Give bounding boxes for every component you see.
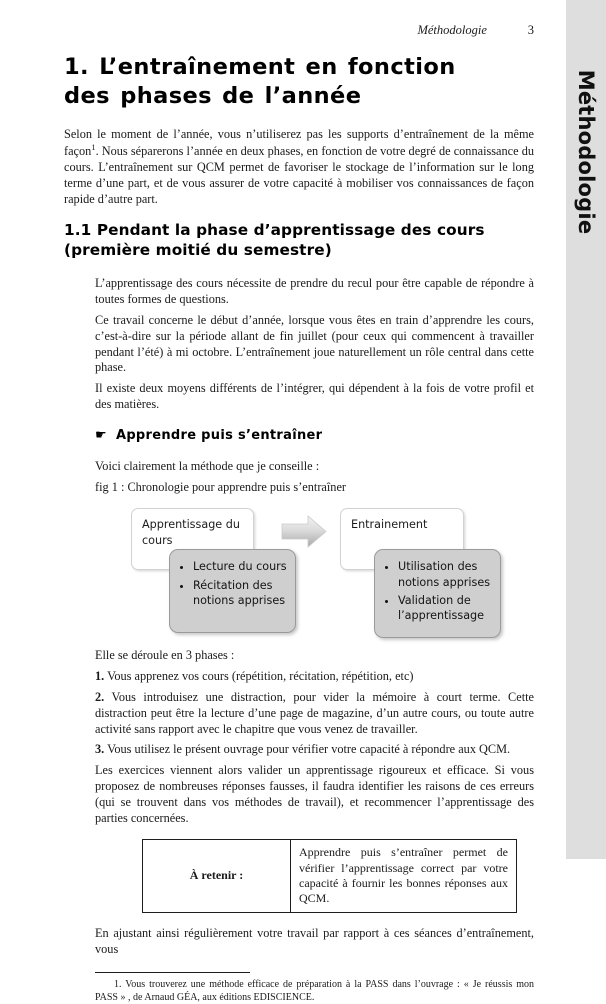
figure-left-box-title: Apprentissage du cours: [142, 518, 240, 547]
footnote-rule: [95, 972, 250, 973]
section-body: [95, 276, 534, 1004]
phase-step-1: [95, 669, 534, 685]
footnote-marker[interactable]: 1: [91, 142, 96, 153]
figure-caption: fig 1 : Chronologie pour apprendre puis s’entraîner: [95, 479, 346, 494]
callout-text: Apprendre puis s’entraîner permet de vérifier l’apprentissage correct par votre capacité à fournir les bonnes réponses aux QCM.: [291, 840, 517, 912]
figure-chronology-diagram: [131, 504, 531, 639]
section-paragraph-1: L’apprentissage des cours nécessite de prendre du recul pour être capable de répondre à toutes formes de questions.: [95, 276, 534, 307]
phases-lead: Elle se déroule en 3 phases :: [95, 648, 235, 663]
phase-step-2-text: Vous introduisez une distraction, pour vider la mémoire à court terme. Cette distraction peut être la lecture d’une page de magazine, d’un autre cours, ou toute autre activité sans rapport avec le chapitre que vous venez de travailler.: [95, 689, 534, 736]
subsection-heading-label: Apprendre puis s’entraîner: [115, 427, 323, 443]
callout-box: [142, 839, 517, 912]
table-row: [143, 840, 517, 912]
closing-paragraph: En ajustant ainsi régulièrement votre travail par rapport à ces séances d’entraînement, vous: [95, 925, 534, 956]
intro-text: Selon le moment de l’année, vous n’utiliserez pas les supports d’entraînement de la même façon: [64, 126, 534, 159]
list-item: • Lecture du cours: [193, 559, 287, 574]
section-heading-line-1: 1.1 Pendant la phase d’apprentissage des cours: [64, 220, 485, 239]
side-thumb-tab: [566, 0, 606, 859]
list-item: • Validation de l’apprentissage: [398, 593, 492, 623]
footnote-number: 1.: [114, 979, 122, 991]
page-title: [64, 53, 534, 111]
figure-right-item-list: [379, 559, 492, 623]
section-heading: [64, 221, 534, 261]
right-arrow-icon: [281, 515, 327, 548]
phase-step-1-number: 1.: [95, 669, 105, 684]
page-number: 3: [527, 23, 534, 37]
figure-right-box-title: Entrainement: [351, 518, 428, 532]
chapter-title-line-2: des phases de l’année: [64, 82, 362, 109]
figure-right-inner-box: [374, 549, 501, 638]
figure-left-inner-box: [169, 549, 296, 633]
footnote-area: [95, 972, 534, 1004]
section-paragraph-3: Il existe deux moyens différents de l’intégrer, qui dépendent à la fois de votre profil et des matières.: [95, 381, 534, 411]
running-head-title: Méthodologie: [417, 23, 487, 37]
chapter-title-line-1: 1. L’entraînement en fonction: [64, 54, 456, 80]
phase-step-3-number: 3.: [95, 742, 105, 757]
figure-left-item-list: [174, 559, 287, 608]
list-item: • Récitation des notions apprises: [193, 578, 287, 608]
phases-closing-paragraph: Les exercices viennent alors valider un apprentissage rigoureux et efficace. Si vous proposez de nombreuses réponses fausses, il faudra identifier les raisons de ces erreurs (qui se trouvent dans vos méthodes de travail), et recommencer l’apprentissage des parties concernées.: [95, 763, 534, 825]
subsection-heading: [95, 428, 534, 443]
section-heading-line-2: (première moitié du semestre): [64, 240, 332, 259]
section-paragraph-2: Ce travail concerne le début d’année, lorsque vous êtes en train d’apprendre les cours, c’est-à-dire sur la période allant de fin juillet (pour ceux qui commencent à travailler pendant l’été) à mi octobre. L’entraînement joue naturellement un rôle central dans cette phase.: [95, 313, 534, 375]
intro-paragraph: [64, 127, 534, 208]
subsection-lead: Voici clairement la méthode que je conseille :: [95, 458, 320, 473]
page-content: [64, 53, 534, 1004]
list-item: • Utilisation des notions apprises: [398, 559, 492, 589]
side-tab-label: Méthodologie: [574, 69, 598, 235]
running-head: [0, 23, 534, 38]
phase-step-2-number: 2.: [95, 689, 105, 704]
phase-step-1-text: Vous apprenez vos cours (répétition, récitation, répétition, etc): [107, 669, 414, 684]
phase-step-3-text: Vous utilisez le présent ouvrage pour vérifier votre capacité à répondre aux QCM.: [107, 742, 511, 757]
callout-label: À retenir :: [143, 840, 291, 912]
manicule-pointing-hand-icon: ☛: [95, 427, 107, 443]
phase-step-3: [95, 742, 534, 758]
phase-step-2: [95, 690, 534, 737]
footnote-body: Vous trouverez une méthode efficace de préparation à la PASS dans l’ouvrage : « Je réussis mon PASS » , de Arnaud GÉA, aux éditions EDISCIENCE.: [95, 979, 534, 1004]
intro-text-rest: . Nous séparerons l’année en deux phases, en fonction de votre degré de connaissance du cours. L’entraînement sur QCM permet de favoriser le stockage de l’information sur le long terme d’une part, et de vous assurer de votre capacité à mobiliser vos connaissances de façon rapide d’autre part.: [64, 144, 534, 206]
footnote: [95, 978, 534, 1004]
